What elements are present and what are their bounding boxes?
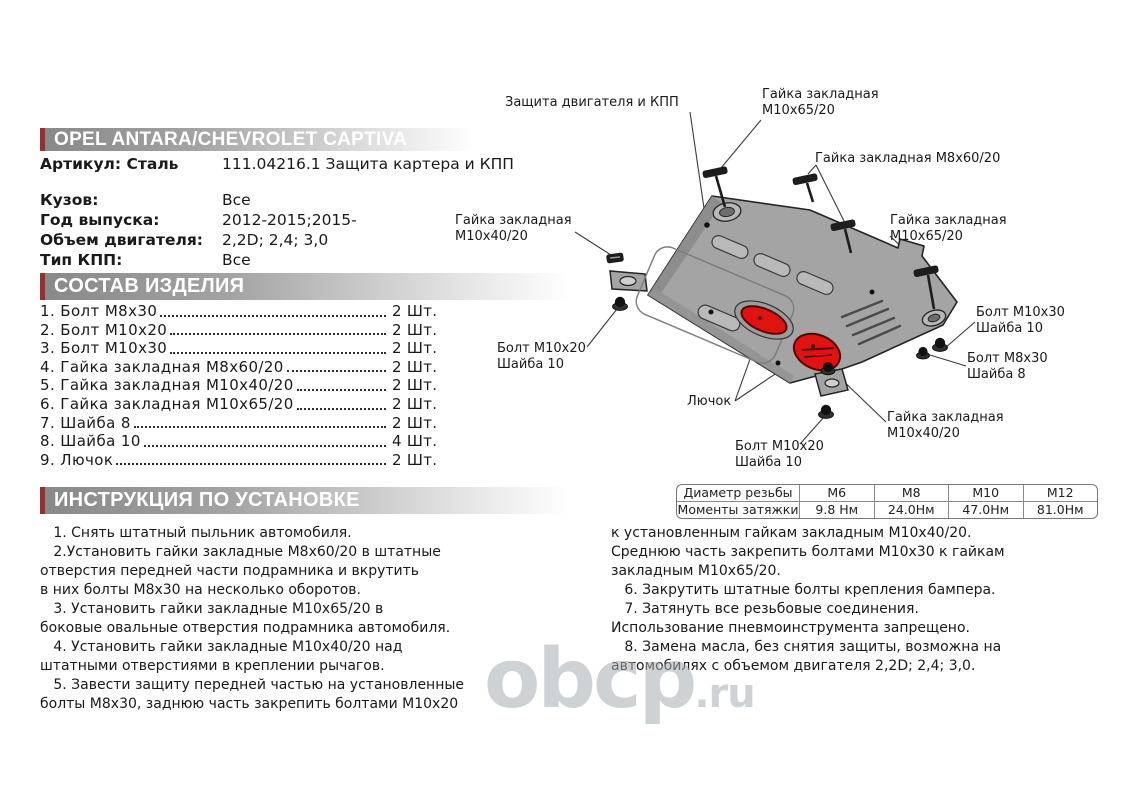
callout-line: Шайба 10 [497,357,564,372]
callout-line: Гайка закладная М8х60/20 [815,151,1001,166]
callout-weld-nut-m8 [815,151,1000,167]
spec-value: 2012-2015;2015- [222,211,357,229]
callout-line: Шайба 10 [976,321,1043,336]
part-name: 3. Болт М10х30 [40,339,168,358]
parts-list-item [40,451,442,470]
instruction-line: Среднюю часть закрепить болтами М10х30 к гайкам [611,544,1005,560]
part-name: 1. Болт М8х30 [40,302,158,320]
part-qty: 2 Шт. [392,450,438,469]
callout-bolt-bottom [735,439,824,471]
callout-line: Гайка закладная [762,87,879,102]
parts-list-item [40,358,442,377]
callout-line: Шайба 8 [967,367,1026,382]
dot-leader [144,445,386,447]
torque-cell: Диаметр резьбы [677,485,800,502]
part-qty: 2 Шт. [392,320,438,339]
callout-weld-nut-right [890,213,1007,245]
model-title-bar [40,128,475,151]
part-qty: 2 Шт. [392,302,438,320]
callout-weld-nut-top [762,87,879,119]
torque-cell: Моменты затяжки [677,502,799,517]
callout-line: М10х65/20 [762,103,835,118]
instruction-line: 2.Установить гайки закладные М8х60/20 в штатные [40,544,441,560]
callout-line: Гайка закладная [890,213,1007,228]
install-section-title: ИНСТРУКЦИЯ ПО УСТАНОВКЕ [54,489,360,511]
part-qty: 2 Шт. [392,339,438,358]
part-qty: 4 Шт. [392,432,438,451]
instruction-line: штатными отверстиями в креплении рычагов. [40,658,385,674]
dot-leader [297,408,386,410]
instruction-line: 1. Снять штатный пыльник автомобиля. [40,525,352,541]
spec-label: Тип КПП: [40,251,123,269]
instruction-line: 6. Закрутить штатные болты крепления бампера. [611,582,996,598]
parts-list-item [40,432,442,451]
instruction-line: 8. Замена масла, без снятия защиты, возможна на [611,639,1002,655]
instruction-line: закладным М10х65/20. [611,563,781,579]
install-section-bar [40,487,570,514]
torque-value-row [677,502,1097,518]
spec-row-year [40,210,357,230]
instructions-left-column [40,524,464,714]
part-name: 8. Шайба 10 [40,432,141,451]
callout-line: М10х40/20 [887,426,960,441]
spec-row-gearbox [40,250,357,270]
part-qty: 2 Шт. [392,413,438,432]
instruction-line: к установленным гайкам закладным М10х40/20. [611,525,972,541]
callout-weld-nut-bottom [887,410,1004,442]
parts-list-item [40,339,442,358]
article-value: 111.04216.1 Защита картера и КПП [222,155,514,173]
parts-list-item [40,321,442,340]
part-qty: 2 Шт. [392,357,438,376]
part-qty: 2 Шт. [392,376,438,395]
torque-cell: 47.0Нм [949,502,1024,518]
dot-leader [170,333,386,335]
callout-bolt-right [976,305,1065,337]
parts-list-item [40,376,442,395]
callout-line: Защита двигателя и КПП [505,95,679,110]
callout-engine-shield [505,95,679,111]
article-label: Артикул: Сталь [40,155,179,173]
instruction-line: Использование пневмоинструмента запрещено. [611,620,970,636]
torque-cell: М12 [1024,485,1098,502]
part-name: 5. Гайка закладная М10х40/20 [40,376,294,395]
parts-list-item [40,395,442,414]
callout-bolt-m8 [967,351,1048,383]
callout-bolt-left [497,341,586,373]
callout-line: Болт М10х20 [497,341,586,356]
callout-line: Шайба 10 [735,455,802,470]
torque-cell: 9.8 Нм [800,502,875,518]
callout-line: Болт М10х20 [735,439,824,454]
instruction-line: отверстия передней части подрамника и вкрутить [40,563,420,579]
torque-cell: М8 [875,485,950,502]
dot-leader [160,315,386,317]
spec-label: Год выпуска: [40,211,160,229]
dot-leader [116,463,386,465]
spec-value: Все [222,191,251,209]
part-name: 6. Гайка закладная М10х65/20 [40,394,294,413]
spec-label: Кузов: [40,191,99,209]
spec-value: 2,2D; 2,4; 3,0 [222,231,329,249]
instruction-line: 5. Завести защиту передней частью на установленные [40,677,465,693]
torque-cell: 24.0Нм [875,502,950,518]
callout-hatch [687,394,731,410]
part-name: 2. Болт М10х20 [40,320,168,339]
part-name: 9. Лючок [40,450,114,469]
model-title: OPEL ANTARA/CHEVROLET CAPTIVA [54,128,408,150]
instruction-line: автомобилях с объемом двигателя 2,2D; 2,4; 3,0. [611,658,976,674]
dot-leader [134,426,386,428]
instruction-line: 4. Установить гайки закладные М10х40/20 над [40,639,403,655]
dot-leader [287,370,386,372]
instruction-line: в них болты М8х30 на несколько оборотов. [40,582,362,598]
callout-line: М10х40/20 [455,229,528,244]
dot-leader [170,352,386,354]
callout-line: Гайка закладная [887,410,1004,425]
callout-line: Болт М8х30 [967,351,1048,366]
callout-line: Гайка закладная [455,213,572,228]
instruction-line: 7. Затянуть все резьбовые соединения. [611,601,919,617]
torque-cell: 81.0Нм [1036,502,1084,517]
dot-leader [297,389,386,391]
watermark-suffix: .ru [694,671,755,717]
instruction-line: 3. Установить гайки закладные М10х65/20 в [40,601,384,617]
part-qty: 2 Шт. [392,394,438,413]
watermark-main: obcp [484,632,695,727]
instruction-line: болты М8х30, заднюю часть закрепить болтами М10х20 [40,696,459,712]
spec-row-body [40,190,357,210]
callout-weld-nut-left [455,213,572,245]
spec-value: Все [222,251,251,269]
parts-list-item [40,414,442,433]
part-name: 4. Гайка закладная М8х60/20 [40,357,284,376]
spec-table [40,190,357,270]
parts-list-item [40,302,442,321]
torque-cell: М10 [949,485,1024,502]
instructions-right-column [611,524,1005,676]
parts-list [40,302,442,469]
parts-section-title: СОСТАВ ИЗДЕЛИЯ [54,275,245,297]
torque-cell: М6 [800,485,875,502]
shield-diagram [430,60,1110,490]
spec-row-engine [40,230,357,250]
callout-line: М10х65/20 [890,229,963,244]
instruction-line: боковые овальные отверстия подрамника автомобиля. [40,620,451,636]
part-name: 7. Шайба 8 [40,413,131,432]
callout-line: Болт М10х30 [976,305,1065,320]
callout-line: Лючок [687,394,732,409]
spec-label: Объем двигателя: [40,231,203,249]
